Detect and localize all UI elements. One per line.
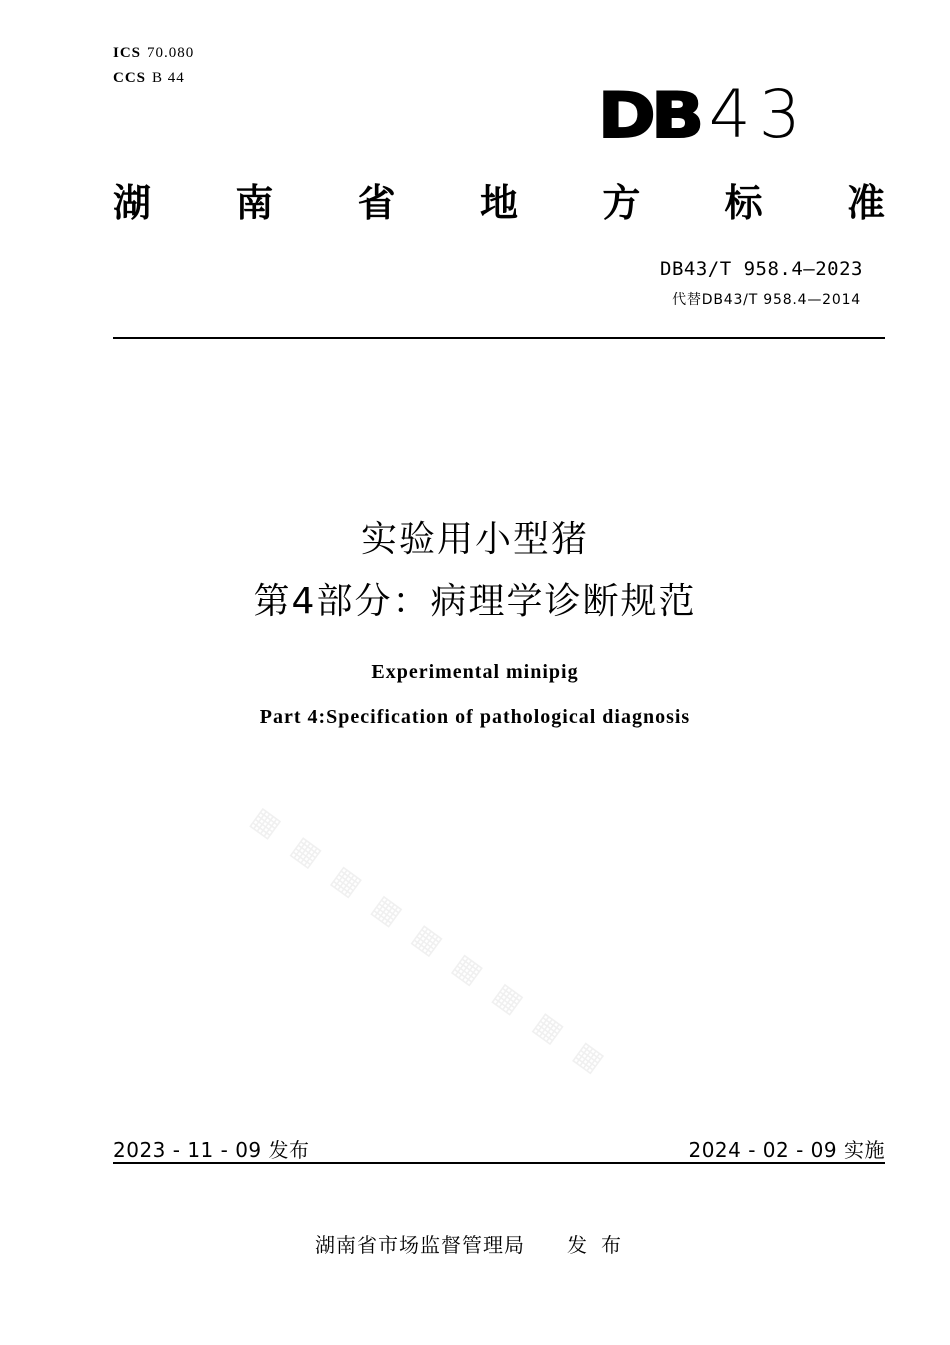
ccs-code-line bbox=[113, 70, 185, 87]
replaces-note: 代替DB43/T 958.4—2014 bbox=[672, 292, 861, 308]
standard-type-char: 标 bbox=[724, 181, 763, 225]
ics-label: ICS bbox=[113, 45, 142, 61]
title-cn-line2: 第4部分：病理学诊断规范 bbox=[253, 581, 697, 622]
standard-number: DB43/T 958.4—2023 bbox=[660, 258, 863, 280]
ics-code-line bbox=[113, 45, 194, 62]
logo-number: 43 bbox=[708, 76, 809, 153]
ccs-label: CCS bbox=[113, 70, 147, 86]
publisher-name: 湖南省市场监督管理局 bbox=[315, 1233, 525, 1257]
ics-code: 70.080 bbox=[147, 45, 195, 61]
db43-logo bbox=[598, 78, 808, 152]
implement-date: 2024 - 02 - 09 实施 bbox=[688, 1138, 885, 1162]
standard-type-char: 地 bbox=[479, 181, 518, 225]
publish-date: 2023 - 11 - 09 发布 bbox=[113, 1138, 310, 1162]
logo-prefix: DB bbox=[598, 79, 700, 152]
standard-type-char: 方 bbox=[602, 181, 641, 225]
title-cn-line1: 实验用小型猪 bbox=[360, 519, 589, 560]
bottom-divider bbox=[113, 1162, 885, 1164]
faint-watermark: ▦ ▦ ▦ ▦ ▦ ▦ ▦ ▦ ▦ bbox=[244, 800, 616, 1084]
publisher-line bbox=[0, 1229, 950, 1258]
standard-type-heading bbox=[113, 178, 885, 228]
ccs-code: B 44 bbox=[152, 70, 185, 86]
title-en-line2: Part 4:Specification of pathological diagnosis bbox=[259, 706, 691, 728]
top-divider bbox=[113, 337, 885, 339]
standard-type-char: 准 bbox=[846, 181, 885, 225]
standard-type-char: 南 bbox=[235, 181, 274, 225]
standard-type-char: 省 bbox=[357, 181, 396, 225]
standard-type-char: 湖 bbox=[113, 181, 152, 225]
publisher-action: 发布 bbox=[567, 1233, 635, 1257]
title-en-line1: Experimental minipig bbox=[371, 661, 579, 683]
